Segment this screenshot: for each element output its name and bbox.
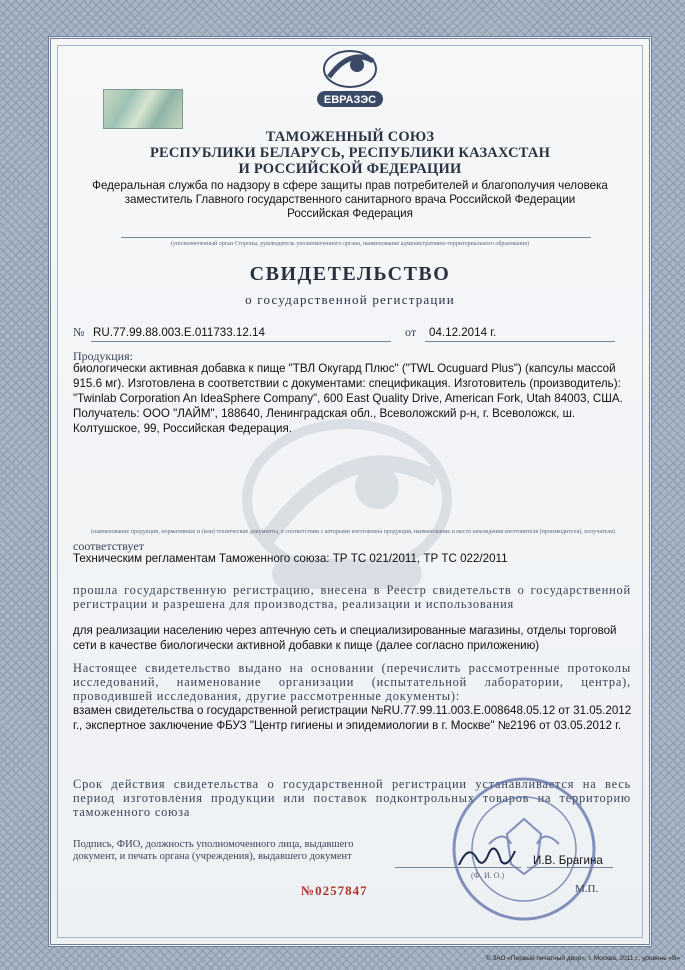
registration-text: прошла государственную регистрацию, внесена в Реестр свидетельств о государственной регистрации и разрешена для производства, реализации и использования [73,583,631,611]
reg-number-underline [91,341,391,342]
certificate-title: СВИДЕТЕЛЬСТВО [249,263,451,285]
certificate-subtitle: о государственной регистрации [245,292,455,307]
hologram-sticker [103,89,183,129]
handwritten-signature [455,839,519,875]
header-line-2: РЕСПУБЛИКИ БЕЛАРУСЬ, РЕСПУБЛИКИ КАЗАХСТАН [149,145,551,161]
header-line-1: ТАМОЖЕННЫЙ СОЮЗ [265,129,435,145]
reg-date-underline [425,341,615,342]
product-label: Продукция: [73,349,133,363]
eurasec-watermark [227,409,467,609]
name-underline [527,867,613,868]
authority-line-3: Российская Федерация [287,207,413,220]
reg-number: RU.77.99.88.003.Е.011733.12.14 [93,326,265,339]
basis-value: взамен свидетельства о государственной регистрации №RU.77.99.11.003.Е.008648.05.12 от 31.05.2012 г., экспертное заключение ФБУЗ "Центр гигиены и эпидемиологии в г. Москве" №2196 от 03.05.2012 г. [73,704,632,732]
authority-underline [121,237,591,238]
conformity-text: Техническим регламентам Таможенного союза: ТР ТС 021/2011, ТР ТС 022/2011 [73,552,508,565]
signature-caption: Подпись, ФИО, должность уполномоченного лица, выдавшего документ, и печать органа (учреждения), выдавшего документ [73,839,354,862]
reg-date: 04.12.2014 г. [429,326,497,339]
signatory-name: И.В. Брагина [533,854,603,867]
product-caption: (наименование продукции, нормативные и (или) технические документы, в соответствии с которыми изготовлена продукция, наименование и место нахождения изготовителя (производителя), получателя) [90,529,615,535]
authority-caption: (уполномоченный орган Стороны, руководитель уполномоченного органа, наименование административно-территориального образования) [171,241,529,247]
conformity-label: соответствует [73,539,144,553]
product-text: биологически активная добавка к пище "ТВЛ Окугард Плюс" ("TWL Ocuguard Plus") (капсулы массой 915.6 мг). Изготовлена в соответствии с документами: спецификация. Изготовитель (производитель): "Twinlab Corporation An IdeaSphere Company", 600 East Quality Drive, American Fork, Utah 84003, США. Получатель: ООО "ЛАЙМ", 188640, Ленинградская обл., Всеволожский р-н, г. Всеволожск, ш. Колтушское, 99, Российская Федерация. [73,362,623,435]
reg-date-label: от [405,325,417,339]
printer-footer: © ЗАО «Первый печатный двор», г. Москва, 2011 г., уровень «В» [485,955,680,962]
seal-place-label: М.П. [575,883,599,895]
certificate-frame [48,36,652,947]
signature-underline [395,867,521,868]
fio-caption: (Ф. И. О.) [471,871,505,880]
header-line-3: И РОССИЙСКОЙ ФЕДЕРАЦИИ [238,161,462,177]
reg-number-label: № [73,325,85,339]
eurasec-logo [307,43,393,113]
authority-line-2: заместитель Главного государственного санитарного врача Российской Федерации [124,193,576,206]
serial-number: №0257847 [301,883,368,898]
authority-line-1: Федеральная служба по надзору в сфере защиты прав потребителей и благополучия человека [92,179,608,192]
basis-text: Настоящее свидетельство выдано на основании (перечислить рассмотренные протоколы исследований, наименование организации (испытательной лаборатории, центра), проводившей исследования, другие рассмотренные документы): [73,661,631,703]
registration-use: для реализации населению через аптечную сеть и специализированные магазины, отделы торговой сети в качестве биологически активной добавки к пище (далее согласно приложению) [73,624,617,652]
svg-text:ЕВРАЗЭС: ЕВРАЗЭС [323,94,377,106]
validity-text: Срок действия свидетельства о государственной регистрации устанавливается на весь период изготовления продукции или поставок подконтрольных товаров на территорию таможенного союза [73,777,631,819]
